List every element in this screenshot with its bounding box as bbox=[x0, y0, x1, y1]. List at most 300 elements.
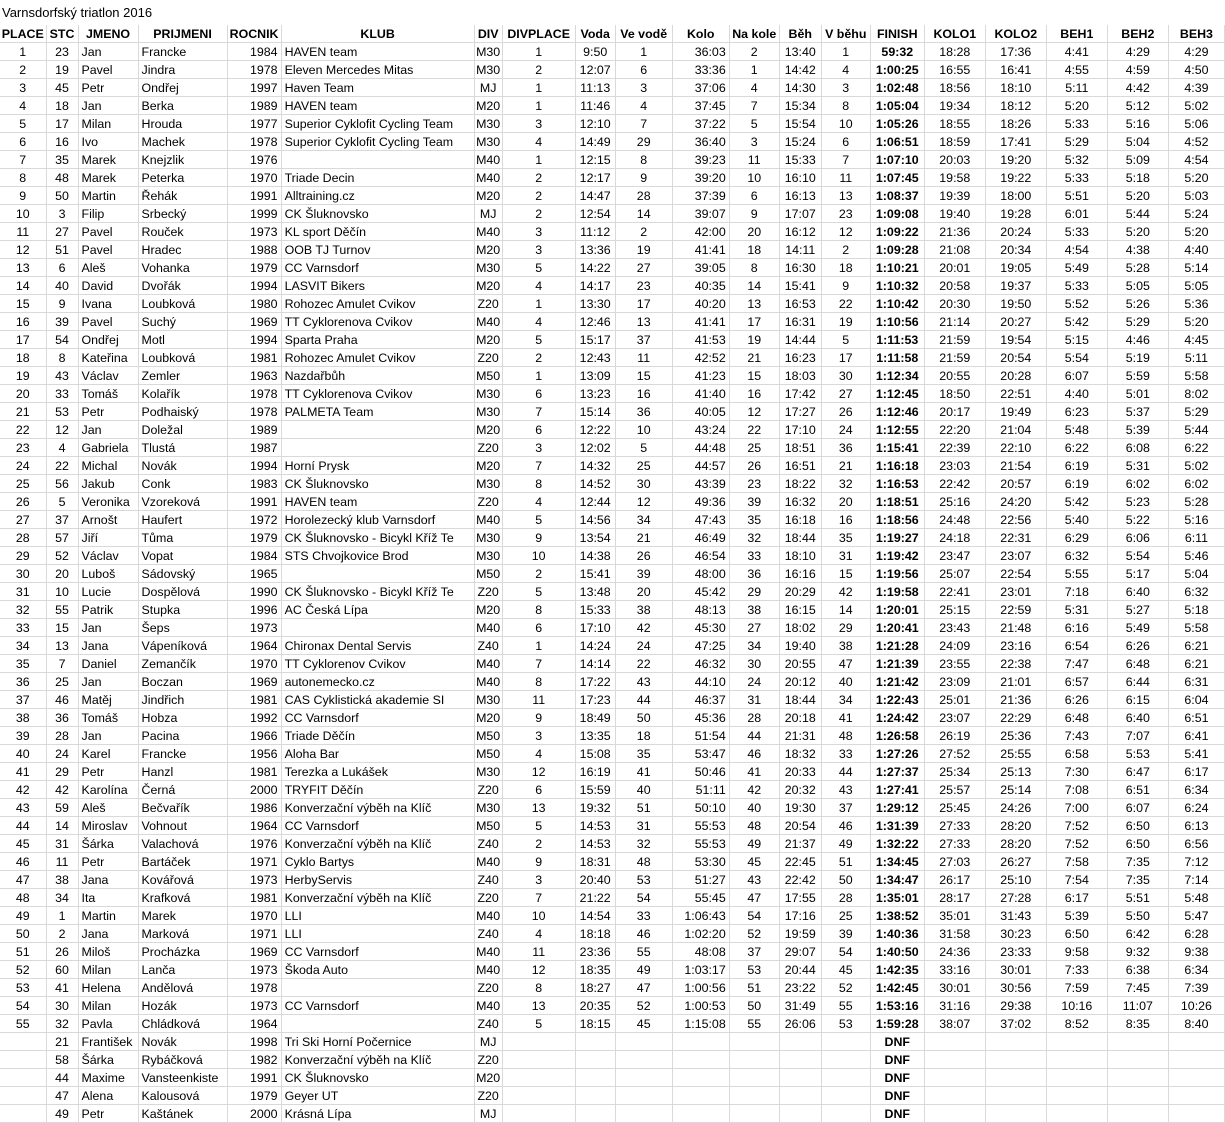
cell-klub: Chironax Dental Servis bbox=[281, 637, 474, 655]
cell-beh3 bbox=[1168, 1069, 1224, 1087]
table-row bbox=[0, 565, 1225, 583]
cell-beh1: 5:51 bbox=[1046, 187, 1107, 205]
table-row bbox=[0, 439, 1225, 457]
cell-na-kole: 40 bbox=[729, 799, 779, 817]
cell-kolo bbox=[672, 1033, 729, 1051]
cell-ve-vode: 48 bbox=[615, 853, 672, 871]
cell-na-kole: 48 bbox=[729, 817, 779, 835]
cell-stc: 17 bbox=[46, 115, 78, 133]
table-row bbox=[0, 43, 1225, 61]
cell-stc: 38 bbox=[46, 871, 78, 889]
cell-ve-vode: 54 bbox=[615, 889, 672, 907]
cell-na-kole: 47 bbox=[729, 889, 779, 907]
column-header-v-behu: V běhu bbox=[821, 25, 870, 43]
table-row bbox=[0, 547, 1225, 565]
cell-div: M30 bbox=[476, 116, 501, 131]
cell-beh3: 5:47 bbox=[1168, 907, 1224, 925]
cell-stc: 35 bbox=[46, 151, 78, 169]
cell-beh2: 5:54 bbox=[1107, 547, 1168, 565]
cell-beh3: 6:34 bbox=[1168, 781, 1224, 799]
cell-stc: 20 bbox=[46, 565, 78, 583]
cell-finish: 1:24:42 bbox=[870, 709, 924, 727]
cell-rocnik: 1981 bbox=[227, 691, 281, 709]
cell-place bbox=[0, 1033, 46, 1051]
cell-prijmeni: Hozák bbox=[138, 997, 227, 1015]
cell-prijmeni: Valachová bbox=[138, 835, 227, 853]
cell-prijmeni: Machek bbox=[138, 133, 227, 151]
cell-rocnik: 1992 bbox=[227, 709, 281, 727]
cell-stc: 39 bbox=[46, 313, 78, 331]
table-row bbox=[0, 781, 1225, 799]
cell-kolo2: 21:36 bbox=[985, 691, 1046, 709]
cell-v-behu: 51 bbox=[821, 853, 870, 871]
cell-prijmeni: Srbecký bbox=[138, 205, 227, 223]
cell-rocnik: 1998 bbox=[227, 1033, 281, 1051]
cell-div: Z40 bbox=[474, 1015, 502, 1033]
cell-beh1: 6:23 bbox=[1046, 403, 1107, 421]
cell-divplace: 5 bbox=[502, 259, 575, 277]
table-row bbox=[0, 241, 1225, 259]
cell-prijmeni: Motl bbox=[138, 331, 227, 349]
cell-beh1: 6:22 bbox=[1046, 439, 1107, 457]
cell-ve-vode: 55 bbox=[615, 943, 672, 961]
cell-finish: 1:20:41 bbox=[870, 619, 924, 637]
column-header-finish: FINISH bbox=[870, 25, 924, 43]
cell-beh1: 10:16 bbox=[1046, 997, 1107, 1015]
cell-kolo1: 27:33 bbox=[924, 835, 985, 853]
cell-place: 6 bbox=[0, 133, 46, 151]
cell-kolo: 44:57 bbox=[672, 457, 729, 475]
cell-beh2: 4:38 bbox=[1107, 241, 1168, 259]
cell-voda bbox=[575, 1033, 615, 1051]
cell-v-behu: 40 bbox=[821, 673, 870, 691]
cell-div: M40 bbox=[476, 998, 501, 1013]
cell-div: M40 bbox=[476, 854, 501, 869]
cell-beh2: 6:42 bbox=[1107, 925, 1168, 943]
cell-v-behu: 39 bbox=[821, 925, 870, 943]
cell-beh2: 6:26 bbox=[1107, 637, 1168, 655]
table-row bbox=[0, 223, 1225, 241]
cell-ve-vode: 23 bbox=[615, 277, 672, 295]
cell-kolo1: 21:36 bbox=[924, 223, 985, 241]
cell-na-kole: 5 bbox=[729, 115, 779, 133]
cell-prijmeni: Marková bbox=[138, 925, 227, 943]
cell-beh2: 5:16 bbox=[1107, 115, 1168, 133]
cell-ve-vode: 28 bbox=[615, 187, 672, 205]
cell-divplace: 8 bbox=[502, 673, 575, 691]
cell-place: 2 bbox=[0, 61, 46, 79]
cell-na-kole: 24 bbox=[729, 673, 779, 691]
cell-beh2: 5:37 bbox=[1107, 403, 1168, 421]
cell-rocnik: 1978 bbox=[227, 61, 281, 79]
cell-na-kole: 36 bbox=[729, 565, 779, 583]
cell-finish: 1:21:39 bbox=[870, 655, 924, 673]
cell-v-behu bbox=[821, 1033, 870, 1051]
cell-kolo2: 19:20 bbox=[985, 151, 1046, 169]
cell-divplace bbox=[502, 1105, 575, 1123]
cell-rocnik: 1971 bbox=[227, 853, 281, 871]
cell-finish: 59:32 bbox=[870, 43, 924, 61]
cell-kolo1 bbox=[924, 1033, 985, 1051]
cell-rocnik: 1973 bbox=[227, 223, 281, 241]
cell-beh: 17:10 bbox=[779, 421, 821, 439]
cell-klub: CAS Cyklistická akademie SI bbox=[281, 691, 474, 709]
cell-div: M30 bbox=[476, 530, 501, 545]
cell-kolo: 1:03:17 bbox=[672, 961, 729, 979]
cell-voda: 15:33 bbox=[575, 601, 615, 619]
cell-divplace: 6 bbox=[502, 619, 575, 637]
cell-jmeno: Miroslav bbox=[78, 817, 138, 835]
cell-div: Z40 bbox=[474, 835, 502, 853]
cell-klub: Rohozec Amulet Cvikov bbox=[281, 349, 474, 367]
cell-prijmeni: Conk bbox=[138, 475, 227, 493]
cell-kolo: 1:02:20 bbox=[672, 925, 729, 943]
cell-jmeno: Ivo bbox=[78, 133, 138, 151]
cell-na-kole: 3 bbox=[729, 133, 779, 151]
cell-finish: 1:12:46 bbox=[870, 403, 924, 421]
cell-rocnik: 1969 bbox=[227, 673, 281, 691]
cell-div: M40 bbox=[476, 620, 501, 635]
cell-v-behu bbox=[821, 1087, 870, 1105]
cell-prijmeni: Francke bbox=[138, 43, 227, 61]
table-row bbox=[0, 1051, 1225, 1069]
cell-divplace: 1 bbox=[502, 637, 575, 655]
cell-beh3: 5:03 bbox=[1168, 187, 1224, 205]
cell-kolo2: 22:51 bbox=[985, 385, 1046, 403]
cell-kolo2: 20:57 bbox=[985, 475, 1046, 493]
cell-na-kole: 55 bbox=[729, 1015, 779, 1033]
cell-div: M30 bbox=[476, 44, 501, 59]
cell-div: M30 bbox=[476, 476, 501, 491]
cell-beh: 16:31 bbox=[779, 313, 821, 331]
cell-voda: 23:36 bbox=[575, 943, 615, 961]
cell-na-kole: 33 bbox=[729, 547, 779, 565]
cell-divplace: 5 bbox=[502, 817, 575, 835]
cell-div: M30 bbox=[476, 764, 501, 779]
cell-voda: 12:22 bbox=[575, 421, 615, 439]
cell-v-behu: 37 bbox=[821, 799, 870, 817]
cell-finish: 1:15:41 bbox=[870, 439, 924, 457]
cell-div: M50 bbox=[476, 746, 501, 761]
cell-div: M30 bbox=[476, 692, 501, 707]
cell-jmeno: Pavel bbox=[78, 241, 138, 259]
cell-klub: Konverzační výběh na Klíč bbox=[281, 835, 474, 853]
cell-voda: 12:44 bbox=[575, 493, 615, 511]
cell-div: MJ bbox=[474, 79, 502, 97]
cell-beh1: 6:19 bbox=[1046, 457, 1107, 475]
cell-kolo1: 26:17 bbox=[924, 871, 985, 889]
cell-kolo1: 20:58 bbox=[924, 277, 985, 295]
cell-prijmeni: Kaštánek bbox=[138, 1105, 227, 1123]
cell-finish: 1:19:58 bbox=[870, 583, 924, 601]
cell-kolo2: 21:01 bbox=[985, 673, 1046, 691]
cell-stc: 42 bbox=[46, 781, 78, 799]
cell-place: 40 bbox=[0, 745, 46, 763]
cell-beh2: 5:20 bbox=[1107, 187, 1168, 205]
cell-beh3: 5:24 bbox=[1168, 205, 1224, 223]
column-header-beh: Běh bbox=[779, 25, 821, 43]
cell-div: Z20 bbox=[474, 1051, 502, 1069]
cell-na-kole: 22 bbox=[729, 421, 779, 439]
cell-ve-vode: 19 bbox=[615, 241, 672, 259]
cell-rocnik: 1969 bbox=[227, 313, 281, 331]
cell-place: 34 bbox=[0, 637, 46, 655]
cell-kolo2: 21:04 bbox=[985, 421, 1046, 439]
cell-na-kole: 8 bbox=[729, 259, 779, 277]
cell-v-behu: 49 bbox=[821, 835, 870, 853]
cell-kolo: 41:53 bbox=[672, 331, 729, 349]
cell-stc: 60 bbox=[46, 961, 78, 979]
cell-kolo2: 19:49 bbox=[985, 403, 1046, 421]
cell-div: MJ bbox=[474, 205, 502, 223]
cell-beh1: 7:47 bbox=[1046, 655, 1107, 673]
cell-beh2: 5:12 bbox=[1107, 97, 1168, 115]
cell-div: M20 bbox=[476, 710, 501, 725]
cell-voda: 12:07 bbox=[575, 61, 615, 79]
cell-beh: 16:16 bbox=[779, 565, 821, 583]
cell-beh1 bbox=[1046, 1051, 1107, 1069]
cell-beh1: 6:50 bbox=[1046, 925, 1107, 943]
cell-kolo: 50:10 bbox=[672, 799, 729, 817]
cell-klub: autonemecko.cz bbox=[281, 673, 474, 691]
cell-beh: 16:32 bbox=[779, 493, 821, 511]
cell-jmeno: Marek bbox=[78, 169, 138, 187]
cell-beh1: 5:32 bbox=[1046, 151, 1107, 169]
cell-kolo: 33:36 bbox=[672, 61, 729, 79]
cell-prijmeni: Pacina bbox=[138, 727, 227, 745]
cell-voda: 11:13 bbox=[575, 79, 615, 97]
cell-ve-vode: 42 bbox=[615, 619, 672, 637]
cell-voda: 14:24 bbox=[575, 637, 615, 655]
cell-beh: 17:16 bbox=[779, 907, 821, 925]
cell-klub: HAVEN team bbox=[281, 97, 474, 115]
cell-kolo: 40:35 bbox=[672, 277, 729, 295]
cell-divplace: 5 bbox=[502, 1015, 575, 1033]
cell-stc: 6 bbox=[46, 259, 78, 277]
cell-jmeno: Petr bbox=[78, 853, 138, 871]
cell-div: MJ bbox=[474, 1105, 502, 1123]
cell-beh3: 6:04 bbox=[1168, 691, 1224, 709]
cell-rocnik: 1997 bbox=[227, 79, 281, 97]
table-row bbox=[0, 709, 1225, 727]
cell-stc: 21 bbox=[46, 1033, 78, 1051]
cell-div: MJ bbox=[474, 1033, 502, 1051]
cell-stc: 50 bbox=[46, 187, 78, 205]
cell-v-behu: 22 bbox=[821, 295, 870, 313]
cell-div: M40 bbox=[476, 962, 501, 977]
cell-kolo2: 22:54 bbox=[985, 565, 1046, 583]
cell-rocnik: 1964 bbox=[227, 1015, 281, 1033]
cell-voda: 12:54 bbox=[575, 205, 615, 223]
cell-klub: Tri Ski Horní Počernice bbox=[281, 1033, 474, 1051]
cell-divplace: 1 bbox=[502, 97, 575, 115]
cell-prijmeni: Hanzl bbox=[138, 763, 227, 781]
cell-kolo2: 19:54 bbox=[985, 331, 1046, 349]
table-row bbox=[0, 529, 1225, 547]
cell-div: M20 bbox=[476, 188, 501, 203]
cell-div: M30 bbox=[476, 62, 501, 77]
cell-place: 25 bbox=[0, 475, 46, 493]
cell-finish: 1:38:52 bbox=[870, 907, 924, 925]
cell-ve-vode: 21 bbox=[615, 529, 672, 547]
cell-jmeno: Alena bbox=[78, 1087, 138, 1105]
cell-kolo: 40:05 bbox=[672, 403, 729, 421]
cell-kolo1: 21:14 bbox=[924, 313, 985, 331]
cell-jmeno: Karolína bbox=[78, 781, 138, 799]
cell-beh2 bbox=[1107, 1033, 1168, 1051]
cell-div: M50 bbox=[476, 818, 501, 833]
cell-beh3: 5:20 bbox=[1168, 313, 1224, 331]
cell-na-kole: 34 bbox=[729, 637, 779, 655]
cell-beh3 bbox=[1168, 1033, 1224, 1051]
cell-beh2: 6:15 bbox=[1107, 691, 1168, 709]
table-row bbox=[0, 943, 1225, 961]
table-row bbox=[0, 457, 1225, 475]
cell-beh2: 5:18 bbox=[1107, 169, 1168, 187]
cell-prijmeni: Podhaiský bbox=[138, 403, 227, 421]
cell-ve-vode: 39 bbox=[615, 565, 672, 583]
cell-beh2: 5:01 bbox=[1107, 385, 1168, 403]
cell-stc: 28 bbox=[46, 727, 78, 745]
cell-kolo: 51:11 bbox=[672, 781, 729, 799]
cell-na-kole: 16 bbox=[729, 385, 779, 403]
table-row bbox=[0, 169, 1225, 187]
cell-place: 42 bbox=[0, 781, 46, 799]
cell-stc: 45 bbox=[46, 79, 78, 97]
cell-beh: 15:24 bbox=[779, 133, 821, 151]
cell-finish: 1:11:53 bbox=[870, 331, 924, 349]
table-row bbox=[0, 421, 1225, 439]
cell-stc: 30 bbox=[46, 997, 78, 1015]
table-row bbox=[0, 745, 1225, 763]
cell-klub: Aloha Bar bbox=[281, 745, 474, 763]
cell-beh2: 6:50 bbox=[1107, 835, 1168, 853]
cell-divplace: 12 bbox=[502, 961, 575, 979]
cell-jmeno: Marek bbox=[78, 151, 138, 169]
cell-rocnik: 1956 bbox=[227, 745, 281, 763]
cell-kolo: 46:54 bbox=[672, 547, 729, 565]
cell-div: M40 bbox=[476, 908, 501, 923]
cell-na-kole: 1 bbox=[729, 61, 779, 79]
cell-beh1: 6:29 bbox=[1046, 529, 1107, 547]
cell-stc: 18 bbox=[46, 97, 78, 115]
cell-beh3: 5:44 bbox=[1168, 421, 1224, 439]
cell-rocnik: 1976 bbox=[227, 835, 281, 853]
cell-place: 45 bbox=[0, 835, 46, 853]
cell-beh2: 5:39 bbox=[1107, 421, 1168, 439]
cell-beh3: 5:06 bbox=[1168, 115, 1224, 133]
cell-kolo2: 20:54 bbox=[985, 349, 1046, 367]
cell-place: 11 bbox=[0, 223, 46, 241]
cell-beh: 18:22 bbox=[779, 475, 821, 493]
cell-kolo1: 35:01 bbox=[924, 907, 985, 925]
cell-klub: CC Varnsdorf bbox=[281, 943, 474, 961]
cell-stc: 56 bbox=[46, 475, 78, 493]
cell-v-behu: 24 bbox=[821, 421, 870, 439]
cell-divplace: 3 bbox=[502, 871, 575, 889]
cell-beh1: 4:41 bbox=[1046, 43, 1107, 61]
cell-voda: 14:38 bbox=[575, 547, 615, 565]
cell-divplace: 3 bbox=[502, 115, 575, 133]
cell-jmeno: Kateřina bbox=[78, 349, 138, 367]
cell-kolo1: 18:28 bbox=[924, 43, 985, 61]
cell-beh: 22:42 bbox=[779, 871, 821, 889]
cell-stc: 5 bbox=[46, 493, 78, 511]
cell-kolo2: 22:31 bbox=[985, 529, 1046, 547]
cell-na-kole: 13 bbox=[729, 295, 779, 313]
cell-voda: 13:23 bbox=[575, 385, 615, 403]
cell-place: 9 bbox=[0, 187, 46, 205]
cell-prijmeni: Šeps bbox=[138, 619, 227, 637]
cell-finish: 1:19:27 bbox=[870, 529, 924, 547]
cell-jmeno: Petr bbox=[78, 79, 138, 97]
table-row bbox=[0, 295, 1225, 313]
cell-beh2: 6:44 bbox=[1107, 673, 1168, 691]
cell-beh1: 5:52 bbox=[1046, 295, 1107, 313]
cell-voda: 15:08 bbox=[575, 745, 615, 763]
cell-v-behu: 2 bbox=[821, 241, 870, 259]
cell-beh3: 5:36 bbox=[1168, 295, 1224, 313]
cell-place: 48 bbox=[0, 889, 46, 907]
cell-jmeno: Petr bbox=[78, 403, 138, 421]
cell-kolo1: 31:16 bbox=[924, 997, 985, 1015]
cell-kolo1 bbox=[924, 1087, 985, 1105]
cell-kolo2: 20:27 bbox=[985, 313, 1046, 331]
cell-beh3: 7:12 bbox=[1168, 853, 1224, 871]
cell-ve-vode: 1 bbox=[615, 43, 672, 61]
cell-beh3: 7:14 bbox=[1168, 871, 1224, 889]
cell-beh2 bbox=[1107, 1087, 1168, 1105]
cell-klub: LASVIT Bikers bbox=[281, 277, 474, 295]
cell-v-behu: 52 bbox=[821, 979, 870, 997]
cell-jmeno: Maxime bbox=[78, 1069, 138, 1087]
cell-v-behu bbox=[821, 1069, 870, 1087]
cell-kolo1: 27:52 bbox=[924, 745, 985, 763]
cell-klub: STS Chvojkovice Brod bbox=[281, 547, 474, 565]
cell-finish: 1:34:45 bbox=[870, 853, 924, 871]
cell-kolo2: 16:41 bbox=[985, 61, 1046, 79]
cell-beh1: 7:30 bbox=[1046, 763, 1107, 781]
cell-div: M40 bbox=[476, 944, 501, 959]
cell-beh: 23:22 bbox=[779, 979, 821, 997]
column-header-klub: KLUB bbox=[281, 25, 474, 43]
cell-beh3: 7:39 bbox=[1168, 979, 1224, 997]
cell-finish: 1:16:53 bbox=[870, 475, 924, 493]
cell-place: 33 bbox=[0, 619, 46, 637]
cell-rocnik: 1979 bbox=[227, 1087, 281, 1105]
cell-jmeno: Daniel bbox=[78, 655, 138, 673]
cell-na-kole: 7 bbox=[729, 97, 779, 115]
cell-kolo1: 20:55 bbox=[924, 367, 985, 385]
cell-kolo2: 20:28 bbox=[985, 367, 1046, 385]
cell-prijmeni: Andělová bbox=[138, 979, 227, 997]
cell-rocnik: 1996 bbox=[227, 601, 281, 619]
cell-ve-vode: 25 bbox=[615, 457, 672, 475]
cell-voda: 13:54 bbox=[575, 529, 615, 547]
cell-voda: 18:35 bbox=[575, 961, 615, 979]
cell-divplace: 1 bbox=[502, 295, 575, 313]
cell-kolo1: 21:59 bbox=[924, 331, 985, 349]
cell-beh: 16:53 bbox=[779, 295, 821, 313]
cell-v-behu: 18 bbox=[821, 259, 870, 277]
cell-beh3: 8:02 bbox=[1168, 385, 1224, 403]
cell-finish: 1:12:55 bbox=[870, 421, 924, 439]
cell-beh: 18:44 bbox=[779, 529, 821, 547]
cell-place: 30 bbox=[0, 565, 46, 583]
cell-voda: 16:19 bbox=[575, 763, 615, 781]
cell-rocnik: 1978 bbox=[227, 403, 281, 421]
cell-beh2 bbox=[1107, 1051, 1168, 1069]
